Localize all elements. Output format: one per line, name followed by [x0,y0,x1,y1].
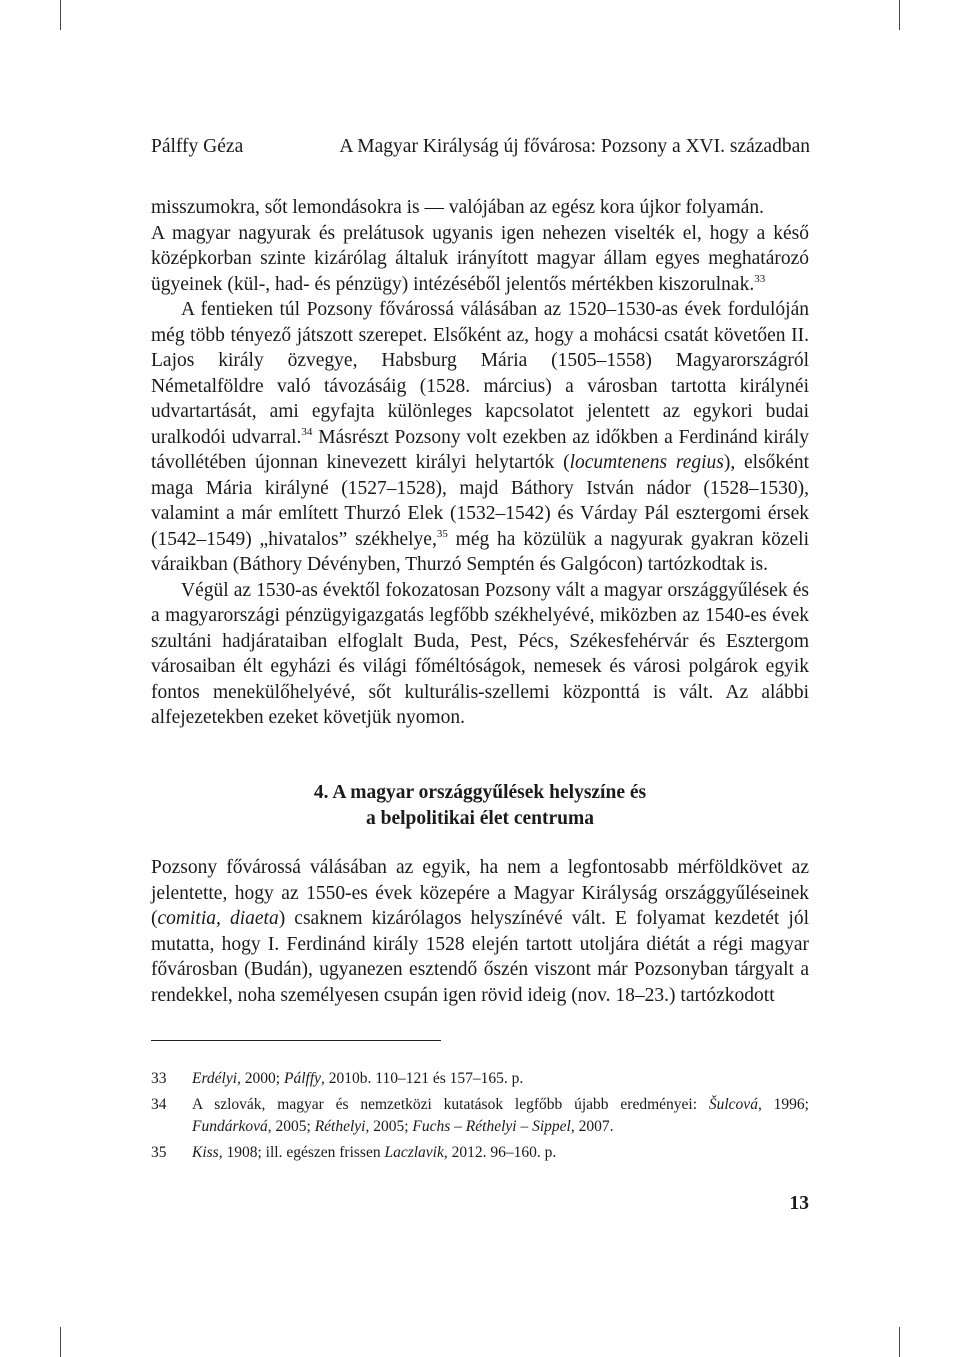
crop-mark [899,1327,900,1357]
citation-text: , 2007. [570,1118,614,1135]
citation-author: Réthelyi [314,1118,366,1135]
footnote-number: 33 [151,1070,167,1087]
citation-author: Fuchs – Réthelyi – Sippel [412,1118,571,1135]
citation-author: Fundárková [192,1118,268,1135]
citation-author: Šulcová [708,1096,758,1113]
crop-mark [60,0,61,30]
citation-author: Pálffy [283,1070,322,1087]
paragraph-text: ) csaknem kizárólagos helyszínévé vált. E folyamat kezdetét jól mutatta, hogy I. Ferdinánd király 1528 elején tartott utoljára diétát a régi magyar fővárosban (Budán), ugyanezen esztendő őszén viszont már Pozsonyban tárgyalt a rendekkel, noha személyesen csupán igen rövid ideig (nov. 18–23.) tartózkodott [151,908,809,1006]
paragraph-text: A magyar nagyurak és prelátusok ugyanis igen nehezen viselték el, hogy a késő középkorban szinte kizárólag általuk irányított magyar állam egyes meghatározó ügyeinek (kül-, had- és pénzügy) intézéséből jelentős mértékben kiszorulnak. [151,222,809,295]
paragraph-text: ), elsőként maga Mária királyné (1527–1528), majd Báthory István nádor (1528–1530), valamint a már említett Thurzó Elek (1532–1542) és Várday Pál esztergomi érsek (1542–1549) „hivatalos” székhelye, [151,452,809,550]
footnote [151,1142,809,1164]
citation-text: , 2005; [365,1118,413,1135]
paragraph: Végül az 1530-as évektől fokozatosan Pozsony vált a magyar országgyűlések és a magyarországi pénzügyigazgatás legfőbb székhelyévé, miközben az 1540-es évek szultáni hadjárataiban elfoglalt Buda, Pest, Pécs, Székesfehérvár és Esztergom városaiban élt egyházi és világi főméltóságok, nemesek és városi polgárok egyik fontos menekülőhelyévé, sőt kulturális-szellemi központtá is vált. Az alábbi alfejezetekben ezeket követjük nyomon. [151,579,809,728]
latin-term: comitia, diaeta [157,908,279,929]
paragraph [151,855,809,1008]
citation-text: , 1996; [757,1096,809,1113]
crop-mark [899,0,900,30]
header-title: A Magyar Királyság új fővárosa: Pozsony a XVI. században [339,136,810,157]
paragraph-text: Pozsony fővárossá válásában az egyik, ha nem a legfontosabb mérföldkövet az jelentette, hogy az 1550-es évek közepére a Magyar Királyság országgyűléseinek ( [151,857,809,929]
crop-mark [60,1327,61,1357]
latin-term: locumtenens regius [569,452,724,473]
citation-author: Erdélyi, [192,1070,241,1087]
footnote-ref: 34 [301,425,313,438]
paragraph-text: még ha közülük a nagyurak gyakran közeli váraikban (Báthory Dévényben, Thurzó Semptén és Galgócon) tartózkodtak is. [151,528,810,575]
citation-author: Laczlavik [384,1144,444,1161]
footnote-ref: 33 [754,272,766,285]
footnotes [151,1068,809,1168]
footnote-text [192,1094,809,1138]
footnote [151,1068,809,1090]
footnote [151,1094,809,1138]
citation-text: A szlovák, magyar és nemzetközi kutatások legfőbb újabb eredményei: [192,1096,709,1113]
heading-line: a belpolitikai élet centruma [365,808,594,829]
paragraph [151,221,809,298]
page-number: 13 [789,1193,809,1214]
footnote-text [192,1068,809,1090]
citation-text: , 2010b. 110–121 és 157–165. p. [321,1070,524,1087]
body-text-section-1 [151,195,809,731]
running-header [151,136,810,158]
citation-text: , 2012. 96–160. p. [443,1144,557,1161]
footnote-number: 35 [151,1144,167,1161]
paragraph-text: Másrészt Pozsony volt ezekben az időkben a Ferdinánd király távollétében újonnan kinevezett királyi helytartók ( [151,426,809,473]
citation-text: , 2005; [267,1118,315,1135]
footnote-number: 34 [151,1096,167,1113]
section-heading [151,780,809,832]
paragraph-continuation: misszumokra, sőt lemondásokra is — valójában az egész kora újkor folyamán. [151,197,764,218]
citation-text: 2000; [240,1070,284,1087]
heading-line: 4. A magyar országgyűlések helyszíne és [313,782,647,803]
citation-author: Kiss [192,1144,219,1161]
footnote-text [192,1142,809,1164]
paragraph [151,297,809,578]
paragraph-text: A fentieken túl Pozsony fővárossá válásában az 1520–1530-as évek fordulóján még több tényező játszott szerepet. Elsőként az, hogy a mohácsi csatát követően II. Lajos király özvegye, Habsburg Mária (1505–1558) Magyarországról Németalföldre való távozásáig (1528. március) a városban tartotta királynéi udvartartását, ami egyfajta különleges kapcsolatot jelentett az egykori budai uralkodói udvarral. [151,299,809,448]
citation-text: , 1908; ill. egészen frissen [218,1144,385,1161]
header-author: Pálffy Géza [151,136,244,157]
body-text-section-2 [151,855,809,1008]
footnote-rule [151,1040,441,1041]
footnote-ref: 35 [436,527,448,540]
